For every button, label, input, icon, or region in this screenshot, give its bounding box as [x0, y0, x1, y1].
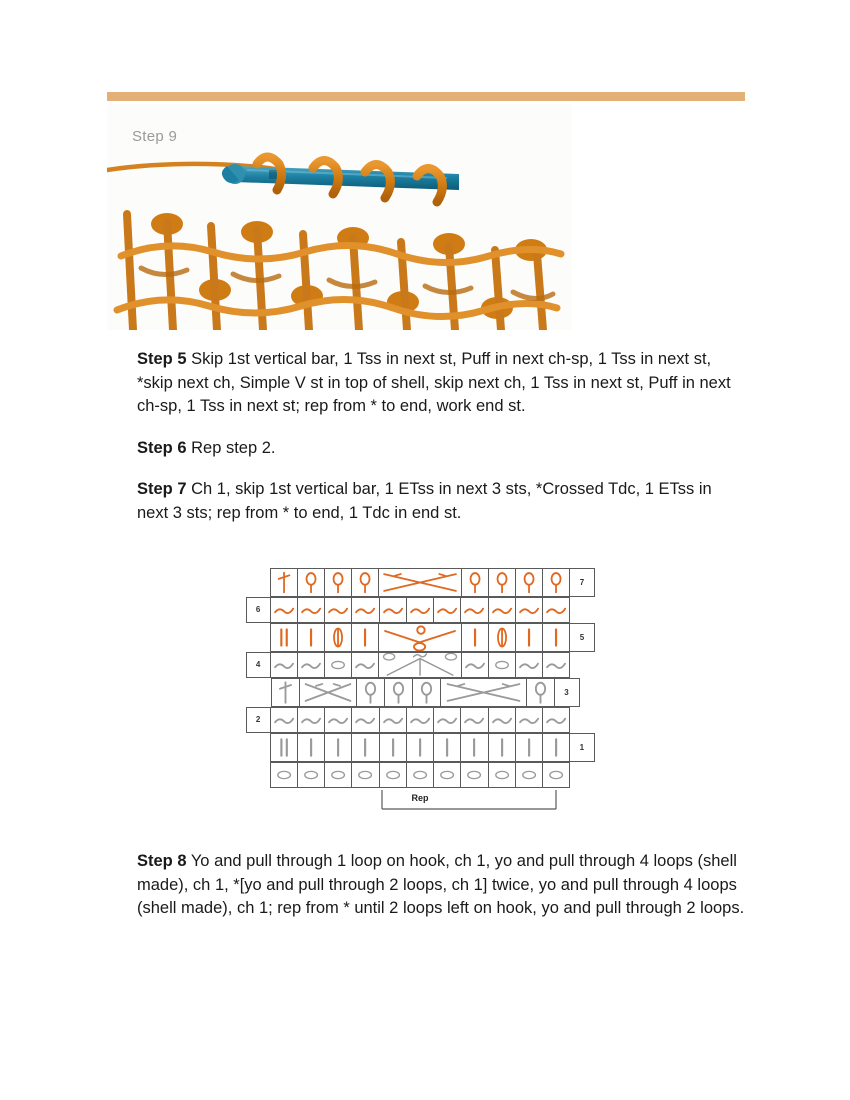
step-7-paragraph — [137, 478, 735, 525]
chart-cell-chain-oval — [324, 762, 352, 788]
chart-cell-tss-bar — [351, 733, 379, 762]
chart-cell-tss-bar — [515, 733, 543, 762]
chart-cell-return-pass-squiggle — [542, 597, 570, 623]
chart-cell-tss-bar — [460, 733, 488, 762]
step-6-label: Step 6 — [137, 438, 187, 457]
chart-row-row-4 — [246, 652, 594, 678]
chart-cell-shell-fan — [378, 652, 462, 678]
chart-gutter-right — [569, 597, 594, 623]
chart-cell-tss-bar — [542, 733, 570, 762]
chart-cell-return-pass-squiggle — [270, 597, 298, 623]
chart-cell-return-pass-squiggle — [351, 597, 379, 623]
chart-gutter-right — [569, 707, 594, 733]
chart-cell-chain-oval — [406, 762, 434, 788]
chart-cell-chain-oval — [488, 762, 516, 788]
chart-cell-return-pass-squiggle — [488, 597, 516, 623]
chart-row-row-5 — [246, 623, 594, 652]
chart-gutter-left — [246, 568, 271, 597]
chart-row-foundation-chain — [246, 762, 594, 788]
chart-row-row-7 — [246, 568, 594, 597]
chart-cell-return-pass-squiggle — [297, 597, 325, 623]
chart-row-number-right-3: 3 — [554, 678, 580, 707]
chart-cell-chain-oval — [515, 762, 543, 788]
chart-gutter-right — [569, 652, 594, 678]
step-8-paragraph — [137, 850, 747, 921]
chart-cell-etss-lollipop — [324, 568, 352, 597]
chart-cell-chain-oval — [351, 762, 379, 788]
chart-row-number-right-1: 1 — [569, 733, 594, 762]
chart-gutter-left — [246, 733, 271, 762]
chart-row-number-left-4: 4 — [246, 652, 271, 678]
photo-step-label: Step 9 — [132, 128, 178, 145]
chart-cell-chain-oval — [324, 652, 352, 678]
chart-cell-return-pass-squiggle — [351, 707, 379, 733]
chart-cell-return-pass-squiggle — [270, 707, 298, 733]
chart-row-row-2 — [246, 707, 594, 733]
chart-row-number-left-6: 6 — [246, 597, 271, 623]
crochet-stitch-chart — [246, 568, 594, 811]
chart-cell-return-pass-squiggle — [406, 597, 434, 623]
chart-cell-crossed-tdc — [378, 568, 462, 597]
chart-cell-tss-bar — [433, 733, 461, 762]
chart-cell-simple-v-shell — [378, 623, 462, 652]
chart-cell-chain-oval — [270, 762, 298, 788]
chart-cell-return-pass-squiggle — [542, 652, 570, 678]
chart-cell-return-pass-squiggle — [460, 707, 488, 733]
chart-row-row-6 — [246, 597, 594, 623]
chart-cell-etss-lollipop — [356, 678, 385, 707]
chart-cell-return-pass-squiggle — [379, 707, 407, 733]
chart-cell-return-pass-squiggle — [433, 707, 461, 733]
chart-cell-tss-bar — [297, 623, 325, 652]
step-5-label: Step 5 — [137, 350, 187, 368]
chart-cell-crossed-tdc — [440, 678, 527, 707]
chart-cell-etss-lollipop — [542, 568, 570, 597]
chart-cell-return-pass-squiggle — [515, 597, 543, 623]
step-8-label: Step 8 — [137, 852, 187, 870]
chart-cell-etss-lollipop — [526, 678, 555, 707]
chart-grid — [246, 568, 594, 788]
step-7-text: Ch 1, skip 1st vertical bar, 1 ETss in next 3 sts, *Crossed Tdc, 1 ETss in next 3 sts; rep from * to end, 1 Tdc in end st. — [137, 480, 712, 522]
chart-cell-return-pass-squiggle — [351, 652, 379, 678]
chart-cell-tss-bar — [351, 623, 379, 652]
chart-cell-return-pass-squiggle — [488, 707, 516, 733]
chart-cell-etss-lollipop — [384, 678, 413, 707]
chart-cell-return-pass-squiggle — [515, 707, 543, 733]
step-5-text: Skip 1st vertical bar, 1 Tss in next st, Puff in next ch-sp, 1 Tss in next st, *skip next ch, Simple V st in top of shell, skip next ch, 1 Tss in next st, Puff in next ch-sp, 1 Tss in next st; rep from * to end, work end st. — [137, 350, 731, 415]
step-6-text: Rep step 2. — [186, 438, 276, 457]
chart-row-row-3 — [246, 678, 594, 707]
chart-cell-return-pass-squiggle — [461, 652, 489, 678]
chart-cell-chain-oval — [460, 762, 488, 788]
chart-cell-tss-bar — [406, 733, 434, 762]
chart-row-number-right-5: 5 — [569, 623, 594, 652]
chart-cell-return-pass-squiggle — [515, 652, 543, 678]
chart-cell-crossed-tdc — [299, 678, 357, 707]
chart-cell-tss-bar — [542, 623, 570, 652]
step-5-paragraph — [137, 348, 735, 419]
chart-cell-tss-bar — [515, 623, 543, 652]
chart-cell-puff-oval — [488, 623, 516, 652]
chart-cell-etss-lollipop — [488, 568, 516, 597]
chart-cell-return-pass-squiggle — [542, 707, 570, 733]
rep-label: Rep — [411, 793, 429, 803]
chart-cell-return-pass-squiggle — [406, 707, 434, 733]
chart-cell-return-pass-squiggle — [297, 652, 325, 678]
instructions-block-top — [137, 348, 735, 543]
chart-cell-chain-oval — [379, 762, 407, 788]
instructions-block-bottom — [137, 850, 747, 939]
chart-row-number-right-7: 7 — [569, 568, 594, 597]
chart-cell-chain-oval — [297, 762, 325, 788]
chart-cell-return-pass-squiggle — [460, 597, 488, 623]
chart-gutter-right — [569, 762, 594, 788]
chart-cell-etss-lollipop — [515, 568, 543, 597]
chart-cell-tss-bar — [488, 733, 516, 762]
chart-cell-chain-oval — [542, 762, 570, 788]
step-7-label: Step 7 — [137, 480, 187, 498]
step-8-text: Yo and pull through 1 loop on hook, ch 1, yo and pull through 4 loops (shell made), ch 1, *[yo and pull through 2 loops, ch 1] twice, yo and pull through 4 loops (shell made), ch 1; rep from * until 2 loops left on hook, yo and pull through 2 loops. — [137, 852, 745, 917]
chart-cell-double-vertical-bar — [270, 623, 298, 652]
chart-cell-tss-bar — [461, 623, 489, 652]
chart-cell-etss-lollipop — [412, 678, 441, 707]
chart-cell-tss-bar — [324, 733, 352, 762]
chart-cell-etss-lollipop — [461, 568, 489, 597]
chart-cell-chain-oval — [488, 652, 516, 678]
chart-gutter-left — [246, 678, 272, 707]
chart-gutter-left — [246, 762, 271, 788]
chart-cell-chain-oval — [433, 762, 461, 788]
step9-photo-block — [107, 92, 745, 330]
chart-row-number-left-2: 2 — [246, 707, 271, 733]
chart-row-row-1 — [246, 733, 594, 762]
chart-gutter-left — [246, 623, 271, 652]
chart-cell-end-st-dagger — [270, 568, 298, 597]
chart-cell-return-pass-squiggle — [379, 597, 407, 623]
chart-cell-etss-lollipop — [297, 568, 325, 597]
photo-top-accent-bar — [107, 92, 745, 101]
chart-cell-return-pass-squiggle — [433, 597, 461, 623]
step-6-paragraph — [137, 437, 735, 461]
chart-cell-return-pass-squiggle — [324, 707, 352, 733]
chart-cell-tss-bar — [297, 733, 325, 762]
rep-bracket — [246, 789, 594, 811]
chart-cell-etss-lollipop — [351, 568, 379, 597]
chart-cell-return-pass-squiggle — [270, 652, 298, 678]
chart-cell-return-pass-squiggle — [297, 707, 325, 733]
chart-cell-double-vertical-bar — [270, 733, 298, 762]
chart-cell-end-st-dagger — [271, 678, 300, 707]
chart-cell-puff-oval — [324, 623, 352, 652]
chart-cell-tss-bar — [379, 733, 407, 762]
crochet-photo — [107, 104, 572, 330]
chart-cell-return-pass-squiggle — [324, 597, 352, 623]
